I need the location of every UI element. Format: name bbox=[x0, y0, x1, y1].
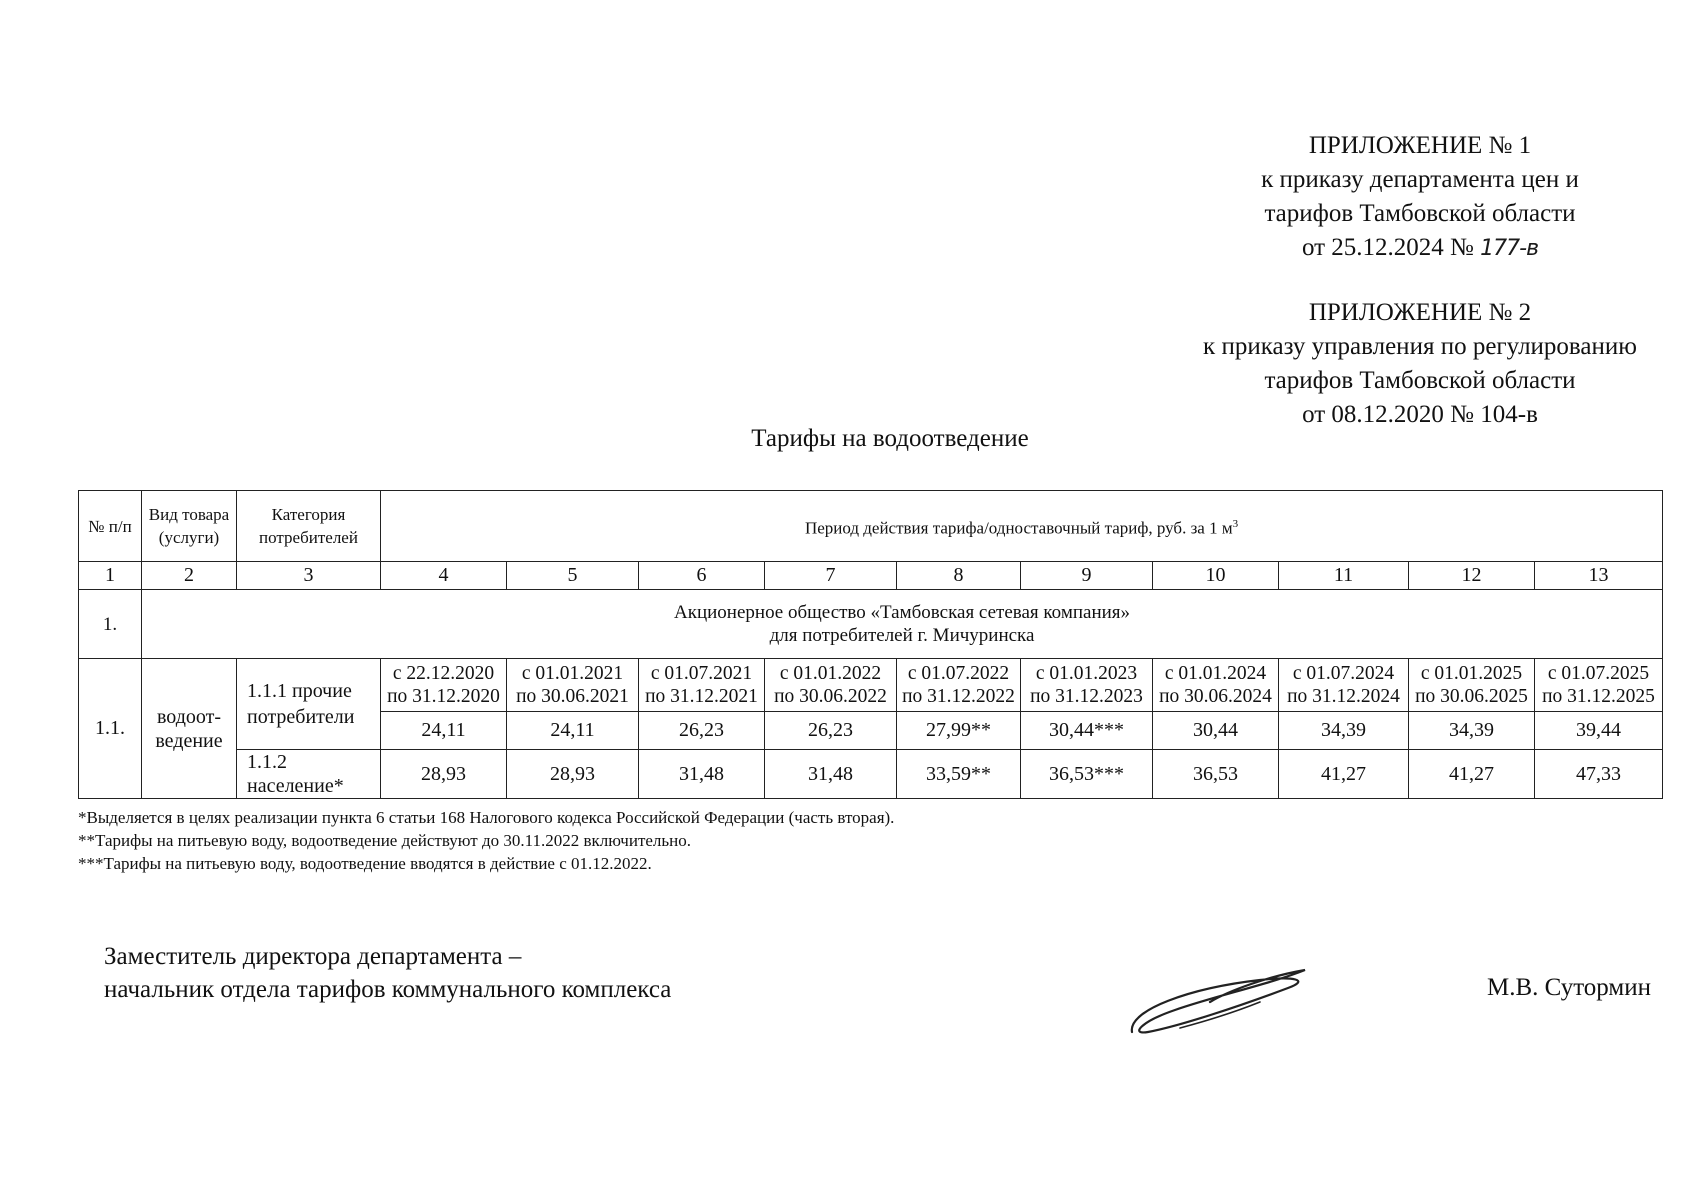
period-from: с 01.01.2025 bbox=[1420, 663, 1523, 684]
position-line-1: Заместитель директора департамента – bbox=[104, 943, 522, 970]
appendix-1-title: ПРИЛОЖЕНИЕ № 1 bbox=[1308, 132, 1532, 159]
period-from: с 01.01.2022 bbox=[779, 663, 882, 684]
period-to: по 30.06.2021 bbox=[516, 686, 629, 707]
tariff-value-other: 24,11 bbox=[381, 712, 507, 750]
header-period bbox=[381, 491, 1663, 562]
column-number-cell: 7 bbox=[765, 562, 897, 590]
tariff-value-other: 30,44*** bbox=[1021, 712, 1153, 750]
period-cell bbox=[507, 659, 639, 712]
document-title: Тарифы на водоотведение bbox=[751, 425, 1029, 452]
footnote-2: **Тарифы на питьевую воду, водоотведение действуют до 30.11.2022 включительно. bbox=[78, 831, 691, 850]
tariff-value-other: 24,11 bbox=[507, 712, 639, 750]
tariff-value-population: 47,33 bbox=[1535, 750, 1663, 799]
appendix-1-date: от 25.12.2024 № bbox=[1301, 234, 1474, 261]
period-to: по 31.12.2022 bbox=[902, 686, 1015, 707]
tariff-value-population: 31,48 bbox=[765, 750, 897, 799]
tariff-table bbox=[78, 490, 1663, 799]
appendix-2-title: ПРИЛОЖЕНИЕ № 2 bbox=[1308, 299, 1532, 326]
period-from: с 01.01.2023 bbox=[1035, 663, 1138, 684]
period-cell bbox=[1153, 659, 1279, 712]
row-num: 1.1. bbox=[79, 659, 142, 799]
org-name-line-1: Акционерное общество «Тамбовская сетевая компания» bbox=[674, 602, 1131, 623]
signatory-position bbox=[104, 940, 671, 1006]
period-from: с 01.01.2021 bbox=[521, 663, 624, 684]
header-category: Категория потребителей bbox=[237, 491, 381, 562]
period-to: по 30.06.2022 bbox=[774, 686, 887, 707]
org-num: 1. bbox=[79, 590, 142, 659]
tariff-value-other: 26,23 bbox=[639, 712, 765, 750]
tariff-value-population: 41,27 bbox=[1279, 750, 1409, 799]
period-from: с 01.07.2021 bbox=[650, 663, 753, 684]
period-to: по 31.12.2021 bbox=[645, 686, 758, 707]
header-kind: Вид товара (услуги) bbox=[142, 491, 237, 562]
tariff-value-population: 36,53 bbox=[1153, 750, 1279, 799]
period-row bbox=[79, 659, 1663, 712]
footnotes bbox=[78, 806, 894, 875]
values-population-row bbox=[79, 750, 1663, 799]
tariff-value-other: 27,99** bbox=[897, 712, 1021, 750]
column-number-cell: 12 bbox=[1409, 562, 1535, 590]
category-population: 1.1.2 население* bbox=[237, 750, 381, 799]
period-to: по 31.12.2025 bbox=[1542, 686, 1655, 707]
tariff-value-population: 41,27 bbox=[1409, 750, 1535, 799]
period-cell bbox=[639, 659, 765, 712]
period-from: с 01.07.2022 bbox=[907, 663, 1010, 684]
header-period-sup: 3 bbox=[1232, 517, 1239, 530]
header-period-text: Период действия тарифа/одноставочный тариф, руб. за 1 м bbox=[804, 518, 1233, 538]
header-num: № п/п bbox=[79, 491, 142, 562]
period-to: по 31.12.2023 bbox=[1030, 686, 1143, 707]
period-cell bbox=[1409, 659, 1535, 712]
column-number-row bbox=[79, 562, 1663, 590]
tariff-value-population: 31,48 bbox=[639, 750, 765, 799]
footnote-3: ***Тарифы на питьевую воду, водоотведение вводятся в действие с 01.12.2022. bbox=[78, 854, 652, 873]
column-number-cell: 1 bbox=[79, 562, 142, 590]
period-cell bbox=[381, 659, 507, 712]
column-number-cell: 8 bbox=[897, 562, 1021, 590]
period-cell bbox=[1535, 659, 1663, 712]
period-from: с 22.12.2020 bbox=[392, 663, 495, 684]
tariff-value-other: 26,23 bbox=[765, 712, 897, 750]
appendix-2-line-3: от 08.12.2020 № 104-в bbox=[1302, 401, 1538, 428]
column-number-cell: 6 bbox=[639, 562, 765, 590]
tariff-value-population: 28,93 bbox=[381, 750, 507, 799]
tariff-value-population: 28,93 bbox=[507, 750, 639, 799]
handwritten-signature bbox=[1120, 950, 1320, 1050]
column-number-cell: 4 bbox=[381, 562, 507, 590]
period-from: с 01.01.2024 bbox=[1164, 663, 1267, 684]
appendix-2-header bbox=[1130, 296, 1697, 432]
service-name: водоот-ведение bbox=[142, 659, 237, 799]
tariff-value-other: 30,44 bbox=[1153, 712, 1279, 750]
column-number-cell: 5 bbox=[507, 562, 639, 590]
period-cell bbox=[897, 659, 1021, 712]
period-to: по 31.12.2020 bbox=[387, 686, 500, 707]
appendix-1-line-1: к приказу департамента цен и bbox=[1261, 166, 1579, 193]
period-to: по 30.06.2024 bbox=[1159, 686, 1272, 707]
period-to: по 30.06.2025 bbox=[1415, 686, 1528, 707]
org-name-line-2: для потребителей г. Мичуринска bbox=[769, 625, 1035, 646]
tariff-value-population: 36,53*** bbox=[1021, 750, 1153, 799]
column-number-cell: 2 bbox=[142, 562, 237, 590]
signatory-name: М.В. Сутормин bbox=[1486, 974, 1651, 1001]
appendix-1-header bbox=[1180, 129, 1660, 266]
organization-row bbox=[79, 590, 1663, 659]
appendix-1-line-3 bbox=[1180, 231, 1660, 266]
handwritten-order-number: 177-в bbox=[1480, 236, 1539, 261]
period-to: по 31.12.2024 bbox=[1287, 686, 1400, 707]
period-cell bbox=[765, 659, 897, 712]
appendix-2-line-1: к приказу управления по регулированию bbox=[1203, 333, 1637, 360]
column-number-cell: 9 bbox=[1021, 562, 1153, 590]
column-number-cell: 3 bbox=[237, 562, 381, 590]
period-cell bbox=[1279, 659, 1409, 712]
tariff-value-other: 34,39 bbox=[1279, 712, 1409, 750]
org-name bbox=[142, 590, 1663, 659]
tariff-value-population: 33,59** bbox=[897, 750, 1021, 799]
position-line-2: начальник отдела тарифов коммунального комплекса bbox=[104, 976, 672, 1003]
table-header-row bbox=[79, 491, 1663, 562]
tariff-value-other: 39,44 bbox=[1535, 712, 1663, 750]
category-other: 1.1.1 прочие потребители bbox=[237, 659, 381, 750]
column-number-cell: 13 bbox=[1535, 562, 1663, 590]
appendix-2-line-2: тарифов Тамбовской области bbox=[1264, 367, 1576, 394]
period-from: с 01.07.2024 bbox=[1292, 663, 1395, 684]
footnote-1: *Выделяется в целях реализации пункта 6 статьи 168 Налогового кодекса Российской Федерации (часть вторая). bbox=[78, 808, 895, 827]
period-from: с 01.07.2025 bbox=[1547, 663, 1650, 684]
tariff-value-other: 34,39 bbox=[1409, 712, 1535, 750]
column-number-cell: 11 bbox=[1279, 562, 1409, 590]
period-cell bbox=[1021, 659, 1153, 712]
column-number-cell: 10 bbox=[1153, 562, 1279, 590]
appendix-1-line-2: тарифов Тамбовской области bbox=[1264, 200, 1576, 227]
